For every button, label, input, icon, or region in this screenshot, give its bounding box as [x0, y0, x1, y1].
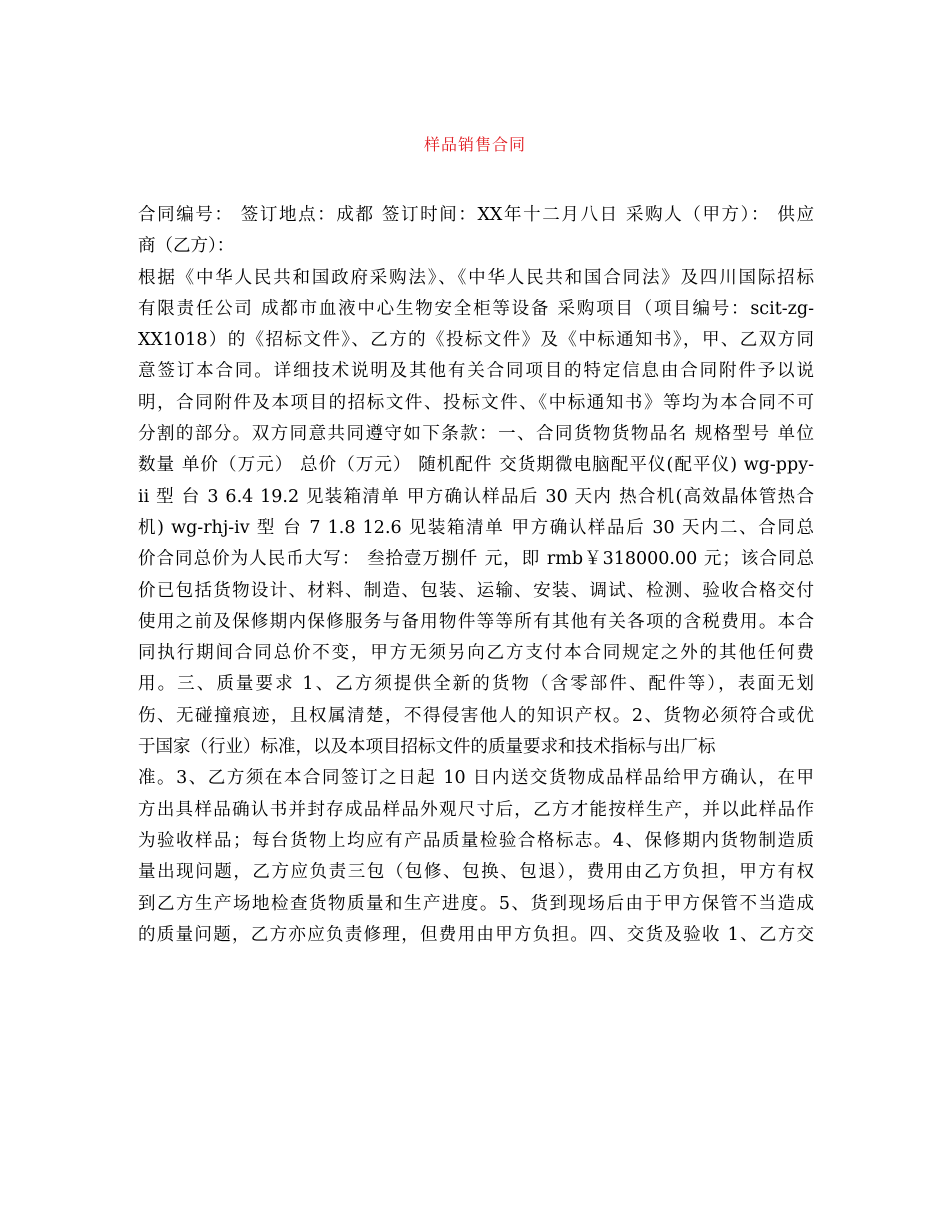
document-title: 样品销售合同 — [423, 135, 526, 154]
body-line: 意签订本合同。详细技术说明及其他有关合同项目的特定信息由合同附件予以说 — [138, 361, 814, 382]
body-line: 量出现问题，乙方应负责三包（包修、包换、包退），费用由乙方负担，甲方有权 — [138, 862, 814, 883]
body-line: 机) wg-rhj-iv 型 台 7 1.8 12.6 见装箱清单 甲方确认样品后 30 天内二、合同总 — [138, 517, 814, 538]
body-line: 于国家（行业）标准，以及本项目招标文件的质量要求和技术指标与出厂标 — [138, 737, 716, 758]
body-line: 的质量问题，乙方亦应负责修理，但费用由甲方负担。四、交货及验收 1、乙方交 — [138, 924, 814, 945]
body-line: 用。三、质量要求 1、乙方须提供全新的货物（含零部件、配件等），表面无划 — [138, 674, 814, 695]
body-line: 使用之前及保修期内保修服务与备用物件等等所有其他有关各项的含税费用。本合 — [138, 611, 814, 632]
body-line: 有限责任公司 成都市血液中心生物安全柜等设备 采购项目（项目编号：scit-zg- — [138, 298, 814, 319]
body-line: 准。3、乙方须在本合同签订之日起 10 日内送交货物成品样品给甲方确认，在甲 — [138, 768, 814, 789]
body-line: 分割的部分。双方同意共同遵守如下条款：一、合同货物货物品名 规格型号 单位 — [138, 424, 814, 445]
body-line: 同执行期间合同总价不变，甲方无须另向乙方支付本合同规定之外的其他任何费 — [138, 643, 814, 664]
body-line: 方出具样品确认书并封存成品样品外观尺寸后，乙方才能按样生产，并以此样品作 — [138, 799, 814, 820]
body-line: 到乙方生产场地检查货物质量和生产进度。5、货到现场后由于甲方保管不当造成 — [138, 893, 814, 914]
body-line: 合同编号： 签订地点：成都 签订时间：XX年十二月八日 采购人（甲方）： 供应 — [138, 205, 814, 225]
body-line: 根据《中华人民共和国政府采购法》、《中华人民共和国合同法》及四川国际招标 — [138, 267, 814, 288]
document-body — [138, 200, 814, 951]
body-line: 为验收样品；每台货物上均应有产品质量检验合格标志。4、保修期内货物制造质 — [138, 830, 814, 851]
body-line: ii 型 台 3 6.4 19.2 见装箱清单 甲方确认样品后 30 天内 热合机(高效晶体管热合 — [138, 486, 814, 507]
body-line: 价已包括货物设计、材料、制造、包装、运输、安装、调试、检测、验收合格交付 — [138, 580, 814, 601]
body-line: 明，合同附件及本项目的招标文件、投标文件、《中标通知书》等均为本合同不可 — [138, 392, 814, 413]
body-line: 数量 单价（万元） 总价（万元） 随机配件 交货期微电脑配平仪(配平仪) wg-ppy- — [138, 455, 814, 476]
body-line: 价合同总价为人民币大写： 叁拾壹万捌仟 元，即 rmb￥318000.00 元；该合同总 — [138, 549, 814, 570]
body-line: 伤、无碰撞痕迹，且权属清楚，不得侵害他人的知识产权。2、货物必须符合或优 — [138, 705, 814, 726]
body-line: XX1018）的《招标文件》、乙方的《投标文件》及《中标通知书》，甲、乙双方同 — [138, 330, 814, 351]
body-line: 商（乙方）： — [138, 236, 235, 257]
